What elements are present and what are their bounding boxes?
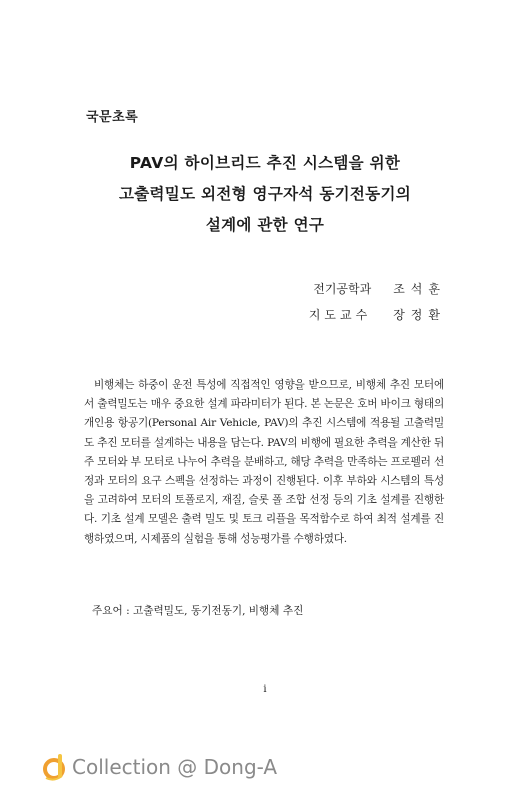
title-line-2: 고출력밀도 외전형 영구자석 동기전동기의 [118, 185, 411, 203]
thesis-title [40, 148, 490, 241]
author-name: 조석훈 [393, 282, 446, 296]
section-label: 국문초록 [86, 110, 139, 125]
author-row [309, 276, 446, 302]
author-info [309, 276, 446, 328]
dcollection-logo-icon [40, 752, 70, 782]
watermark-text: Collection @ Dong-A [72, 755, 278, 779]
advisor-row [309, 302, 446, 328]
author-department: 전기공학과 [313, 282, 372, 296]
page-number: i [263, 684, 267, 695]
dcollection-watermark [40, 752, 277, 782]
title-line-1: PAV의 하이브리드 추진 시스템을 위한 [129, 154, 401, 172]
advisor-label: 지도교수 [308, 308, 372, 322]
advisor-name: 장정환 [393, 308, 446, 322]
keywords: 주요어 : 고출력밀도, 동기전동기, 비행체 추진 [92, 605, 304, 617]
title-line-3: 설계에 관한 연구 [205, 216, 325, 234]
abstract-body: 비행체는 하중이 운전 특성에 직접적인 영향을 받으므로, 비행체 추진 모터에서 출력밀도는 매우 중요한 설계 파라미터가 된다. 본 논문은 호버 바이크 형태의 개인용 항공기(Personal Air Vehicle, PAV)의 추진 시스템에 적용될 고출력밀도 추진 모터를 설계하는 내용을 담는다. PAV의 비행에 필요한 추력을 계산한 뒤 주 모터와 부 모터로 나누어 추력을 분배하고, 해당 추력을 만족하는 프로펠러 선정과 모터의 요구 스펙을 선정하는 과정이 진행된다. 이후 부하와 시스템의 특성을 고려하여 모터의 토폴로지, 재질, 슬롯 폴 조합 선정 등의 기초 설계를 진행한다. 기초 설계 모델은 출력 밀도 및 토크 리플을 목적함수로 하여 최적 설계를 진행하였으며, 시제품의 실험을 통해 성능평가를 수행하였다. [84, 379, 444, 545]
